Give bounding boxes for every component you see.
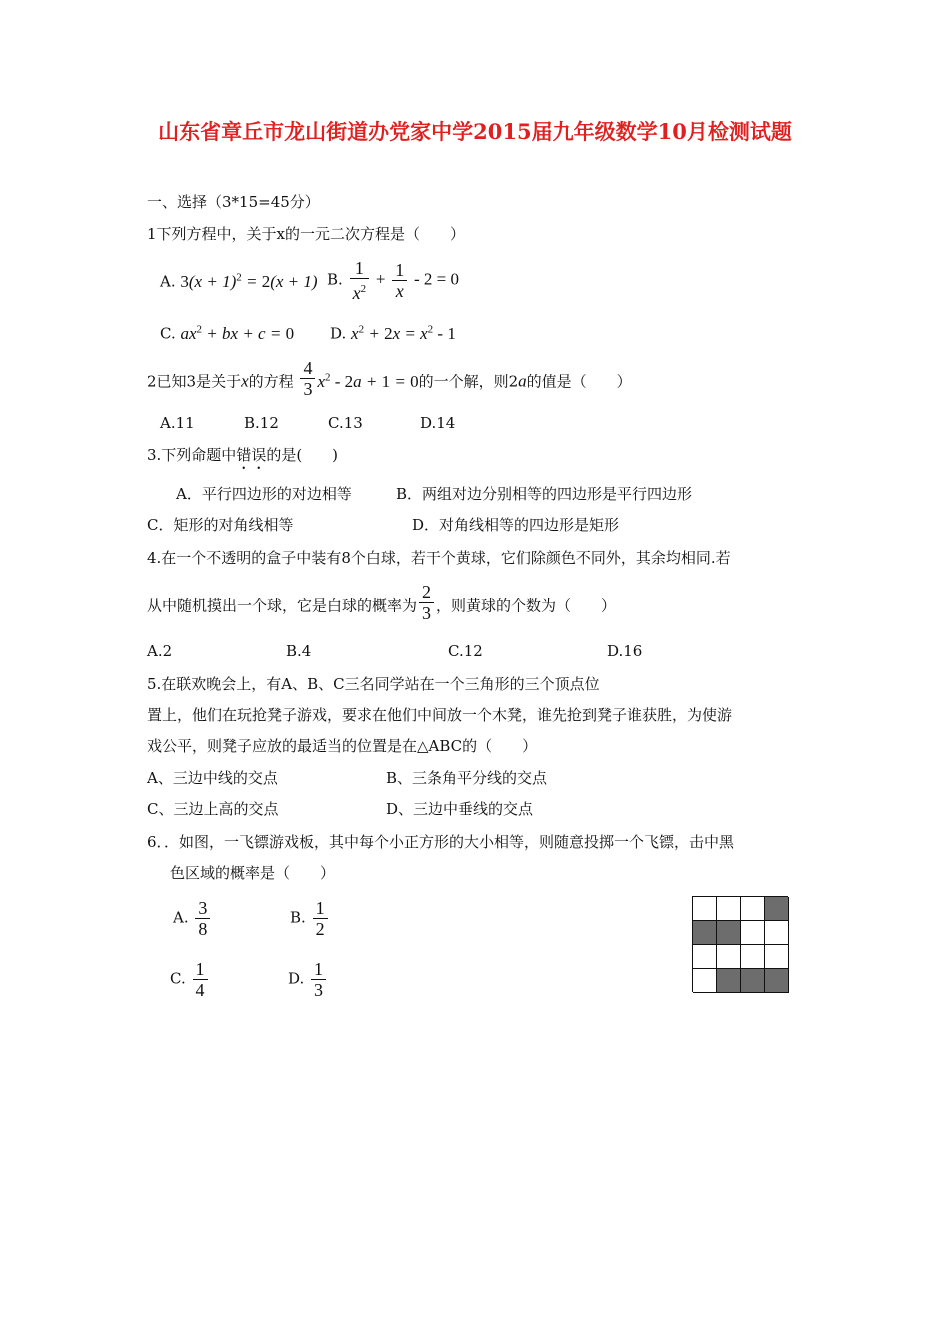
question-4-option-d: D.16 xyxy=(607,642,643,660)
fraction: $\frac{3}{8}$ xyxy=(195,898,210,939)
page-title: 山东省章丘市龙山街道办党家中学2015届九年级数学10月检测试题 xyxy=(158,119,792,144)
grid-cell-dark xyxy=(765,897,789,921)
fraction: $\frac{1}{x^2}$ xyxy=(350,258,370,303)
grid-cell-light xyxy=(765,945,789,969)
grid-cell-dark xyxy=(717,969,741,993)
question-2-stem: 2已知3是关于x的方程 $\frac{4}{3}$ $x^2 - 2a + 1 = 0$的一个解，则2a的值是（ ） xyxy=(147,358,632,400)
emphasized-word: 错误 xyxy=(236,446,267,464)
question-4-line-2: 从中随机摸出一个球，它是白球的概率为 $\frac{2}{3}$ ，则黄球的个数为（ ） xyxy=(147,582,617,623)
question-6-option-d: D. $\frac{1}{3}$ xyxy=(288,959,328,1000)
question-6-option-a: A. $\frac{3}{8}$ xyxy=(173,898,212,939)
question-4-option-b: B.4 xyxy=(286,642,312,660)
equation-d: $x^2 + 2x = x^2 - 1$ xyxy=(351,323,456,343)
grid-cell-dark xyxy=(717,921,741,945)
fraction: $\frac{2}{3}$ xyxy=(419,582,434,623)
fraction: $\frac{1}{2}$ xyxy=(313,898,328,939)
fraction: $\frac{1}{x}$ xyxy=(392,260,407,301)
grid-cell-dark xyxy=(765,969,789,993)
question-2-option-b: B.12 xyxy=(244,414,279,432)
question-5-option-a: A、三边中线的交点 xyxy=(147,769,278,787)
question-1-stem: 1下列方程中，关于x的一元二次方程是（ ） xyxy=(147,225,466,243)
grid-cell-light xyxy=(741,921,765,945)
grid-cell-light xyxy=(741,897,765,921)
question-5-option-c: C、三边上高的交点 xyxy=(147,800,279,818)
question-4-option-c: C.12 xyxy=(448,642,483,660)
question-3-option-b: B．两组对边分别相等的四边形是平行四边形 xyxy=(396,485,693,503)
question-5-option-b: B、三条角平分线的交点 xyxy=(386,769,548,787)
fraction: $\frac{1}{4}$ xyxy=(193,959,208,1000)
question-4-line-1: 4.在一个不透明的盒子中装有8个白球，若干个黄球，它们除颜色不同外，其余均相同.若 xyxy=(147,549,731,567)
question-4-option-a: A.2 xyxy=(147,642,173,660)
question-6-option-b: B. $\frac{1}{2}$ xyxy=(290,898,330,939)
section-heading: 一、选择（3*15=45分） xyxy=(147,193,320,211)
question-1-option-b: B. $\frac{1}{x^2}$ + $\frac{1}{x}$ - 2 = 0 xyxy=(327,258,460,303)
question-6-option-c: C. $\frac{1}{4}$ xyxy=(170,959,210,1000)
grid-cell-dark xyxy=(741,969,765,993)
question-6-line-1: 6．．如图，一飞镖游戏板，其中每个小正方形的大小相等，则随意投掷一个飞镖，击中黑 xyxy=(147,833,735,851)
grid-cell-light xyxy=(693,945,717,969)
grid-cell-light xyxy=(693,969,717,993)
equation-a: $3(x + 1)^2 = 2(x + 1)$ xyxy=(180,271,318,291)
question-2-option-d: D.14 xyxy=(420,414,456,432)
question-3-option-d: D．对角线相等的四边形是矩形 xyxy=(412,516,620,534)
question-5-option-d: D、三边中垂线的交点 xyxy=(386,800,534,818)
equation-c: $ax^2$ + bx + c = 0 xyxy=(180,323,295,343)
question-5-line-2: 置上，他们在玩抢凳子游戏，要求在他们中间放一个木凳，谁先抢到凳子谁获胜，为使游 xyxy=(147,706,733,724)
question-2-option-c: C.13 xyxy=(328,414,363,432)
question-2-option-a: A.11 xyxy=(160,414,195,432)
question-5-line-3: 戏公平，则凳子应放的最适当的位置是在△ABC的（ ） xyxy=(147,737,538,755)
grid-cell-light xyxy=(693,897,717,921)
dartboard-grid xyxy=(692,896,788,992)
fraction: $\frac{4}{3}$ xyxy=(300,358,315,399)
fraction: $\frac{1}{3}$ xyxy=(311,959,326,1000)
question-3-option-c: C．矩形的对角线相等 xyxy=(147,516,294,534)
grid-cell-light xyxy=(741,945,765,969)
grid-cell-dark xyxy=(693,921,717,945)
question-1-option-d: D. $x^2 + 2x = x^2 - 1$ xyxy=(330,323,456,343)
grid-cell-light xyxy=(717,897,741,921)
question-5-line-1: 5.在联欢晚会上，有A、B、C三名同学站在一个三角形的三个顶点位 xyxy=(147,675,600,693)
grid-cell-light xyxy=(717,945,741,969)
question-6-line-2: 色区域的概率是（ ） xyxy=(170,864,336,882)
grid-cell-light xyxy=(765,921,789,945)
question-3-stem: 3.下列命题中错误的是( ) xyxy=(147,446,339,464)
question-1-option-c: C. $ax^2$ + bx + c = 0 xyxy=(160,323,295,343)
question-3-option-a: A．平行四边形的对边相等 xyxy=(176,485,352,503)
question-1-option-a: A. $3(x + 1)^2 = 2(x + 1)$ xyxy=(160,271,318,291)
